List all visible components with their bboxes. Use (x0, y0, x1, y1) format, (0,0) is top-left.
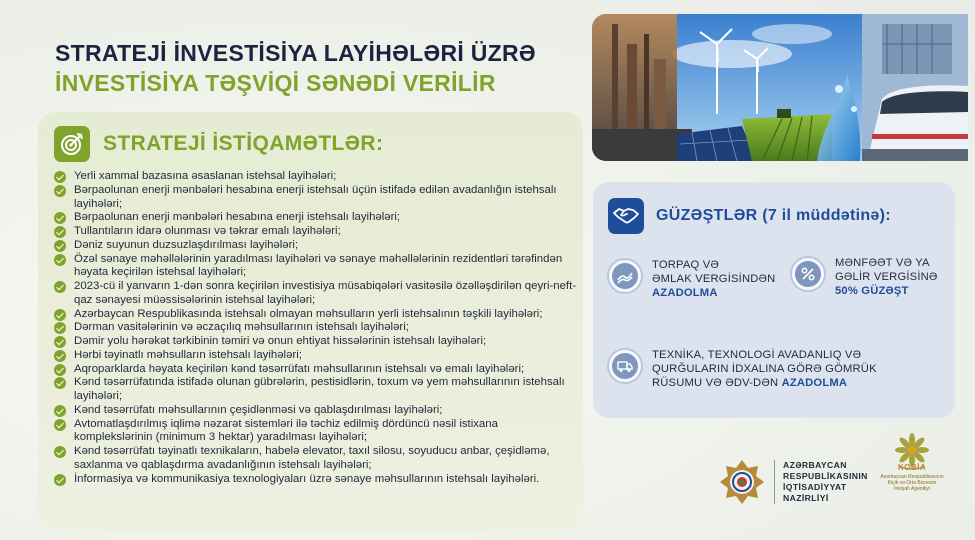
list-item (54, 445, 579, 473)
ministry-line-3: İQTİSADİYYAT (783, 482, 847, 492)
list-item-text: Yerli xammal bazasına əsaslanan istehsal layihələri; (74, 170, 337, 182)
check-icon (54, 350, 66, 362)
kobia-desc-1: Azərbaycan Respublikasının (880, 474, 944, 480)
target-icon (54, 126, 90, 162)
list-item-text: Aqroparklarda həyata keçirilən kənd təsərrüfatı məhsullarının istehsalı və emalı layihələri; (74, 362, 525, 375)
list-item (54, 335, 579, 349)
list-item-text: Özəl sənaye məhəllələrinin yaradılması layihələri və sənaye məhəllələrinin rezidentləri tərəfindən həyata keçirilən istehsal layihələri; (74, 252, 563, 279)
list-item (54, 170, 579, 184)
list-item (54, 349, 579, 363)
list-item-text: İnformasiya və kommunikasiya texnologiyaları üzrə sənaye məhsullarının istehsalı layihələri. (74, 472, 540, 485)
list-item (54, 225, 579, 239)
list-item-text: Kənd təsərrüfatı təyinatlı texnikaların, habelə elevator, taxıl silosu, soyuducu anbar, çeşidləmə, saxlanma və qablaşdırma avadanlığının istehsalı layihələri; (74, 445, 550, 471)
list-item (54, 321, 579, 335)
title-line-2: İNVESTİSİYA TƏŞVİQİ SƏNƏDİ VERİLİR (55, 70, 496, 96)
truck-icon (607, 348, 643, 384)
check-icon (54, 419, 66, 431)
benefit-1-line-2: ƏMLAK VERGİSİNDƏN (652, 273, 776, 285)
list-item (54, 473, 579, 487)
list-item-text: Azərbaycan Respublikasında istehsalı olmayan məhsulların yerli istehsalının təşkili layihələri; (74, 307, 543, 320)
benefit-1-line-1: TORPAQ VƏ (652, 259, 719, 271)
benefit-3-line-3: RÜSUMU VƏ ƏDV-DƏN (652, 377, 779, 389)
check-icon (54, 240, 66, 252)
list-item (54, 184, 579, 212)
list-item (54, 376, 579, 404)
list-item-text: 2023-cü il yanvarın 1-dən sonra keçirilən investisiya müsabiqələri vasitəsilə özəlləşdirilən qeyri-neft-qaz sənayesi müəssisələrinin istehsal layihələri; (74, 280, 577, 306)
benefit-2-highlight: 50% GÜZƏŞT (835, 285, 909, 297)
page-title (55, 38, 595, 98)
benefit-2-line-1: MƏNFƏƏT VƏ YA (835, 257, 930, 269)
check-icon (54, 212, 66, 224)
ministry-divider (774, 460, 775, 504)
land-icon (607, 258, 643, 294)
check-icon (54, 364, 66, 376)
ministry-name (783, 460, 868, 504)
list-item (54, 418, 579, 446)
strategic-directions-header (54, 126, 383, 162)
check-icon (54, 309, 66, 321)
check-icon (54, 336, 66, 348)
list-item (54, 404, 579, 418)
list-item (54, 239, 579, 253)
benefits-heading: GÜZƏŞTLƏR (7 il müddətinə): (656, 207, 891, 224)
benefit-2-line-2: GƏLİR VERGİSİNƏ (835, 271, 938, 283)
benefit-1-text (652, 258, 775, 300)
ministry-logo (718, 458, 868, 506)
list-item-text: Dəniz suyunun duzsuzlaşdırılması layihələri; (74, 238, 299, 251)
check-icon (54, 226, 66, 238)
benefit-customs-vat (607, 348, 877, 390)
list-item-text: Avtomatlaşdırılmış iqlimə nəzarət sistemləri ilə təchiz edilmiş dördüncü nəsil istixana komplekslərinin (minimum 3 hektar) yaradılması layihələri; (74, 417, 498, 444)
list-item-text: Dəmir yolu hərəkət tərkibinin təmiri və onun ehtiyat hissələrinin istehsalı layihələri; (74, 335, 487, 347)
list-item-text: Bərpaolunan enerji mənbələri hesabına enerji istehsalı layihələri; (74, 211, 401, 224)
benefit-2-text (835, 256, 938, 298)
benefit-3-line-2: QURĞULARIN İDXALINA GÖRƏ GÖMRÜK (652, 363, 877, 375)
kobia-logo (872, 432, 952, 492)
benefits-header (608, 198, 891, 234)
list-item-text: Kənd təsərrüfatında istifadə olunan gübrələrin, pestisidlərin, toxum və yem məhsullarının istehsalı layihələri; (74, 376, 565, 402)
hero-illustration (592, 14, 968, 161)
ministry-line-1: AZƏRBAYCAN (783, 460, 847, 470)
list-item-text: Dərman vasitələrinin və əczaçılıq məhsullarının istehsalı layihələri; (74, 321, 409, 334)
benefit-3-line-3-wrap (652, 376, 877, 390)
list-item (54, 253, 579, 281)
check-icon (54, 281, 66, 293)
benefit-3-text (652, 348, 877, 390)
kobia-desc-2: Kiçik və Orta Biznesin (887, 480, 937, 486)
check-icon (54, 322, 66, 334)
ministry-line-4: NAZİRLİYİ (783, 493, 829, 503)
check-icon (54, 446, 66, 458)
check-icon (54, 377, 66, 389)
list-item-text: Tullantıların idarə olunması və təkrar emalı layihələri; (74, 225, 341, 237)
list-item (54, 308, 579, 322)
list-item (54, 211, 579, 225)
benefit-3-line-1: TEXNİKA, TEXNOLOGİ AVADANLIQ VƏ (652, 349, 862, 361)
benefit-land-property-tax (607, 258, 775, 300)
check-icon (54, 185, 66, 197)
benefit-1-highlight: AZADOLMA (652, 287, 718, 299)
hero-image (592, 14, 968, 161)
benefit-3-highlight: AZADOLMA (781, 377, 848, 389)
list-item-text: Hərbi təyinatlı məhsulların istehsalı layihələri; (74, 348, 302, 361)
ministry-emblem-icon (718, 458, 766, 506)
ministry-line-2: RESPUBLİKASININ (783, 471, 868, 481)
title-line-1: STRATEJİ İNVESTİSİYA LAYİHƏLƏRİ ÜZRƏ (55, 40, 536, 66)
check-icon (54, 171, 66, 183)
handshake-icon (608, 198, 644, 234)
list-item (54, 280, 579, 308)
benefit-profit-tax (790, 256, 938, 298)
kobia-description (872, 474, 952, 492)
kobia-name: KOBİA (897, 463, 927, 472)
check-icon (54, 405, 66, 417)
percent-icon (790, 256, 826, 292)
list-item-text: Bərpaolunan enerji mənbələri hesabına enerji istehsalı üçün istifadə edilən avadanlığın istehsalı layihələri; (74, 183, 557, 210)
strategic-directions-heading: STRATEJİ İSTİQAMƏTLƏR: (103, 132, 384, 155)
strategic-directions-list (54, 170, 579, 486)
kobia-desc-3: İnkişafı Agentliyi (894, 486, 930, 492)
list-item (54, 363, 579, 377)
list-item-text: Kənd təsərrüfatı məhsullarının çeşidlənməsi və qablaşdırılması layihələri; (74, 403, 443, 416)
check-icon (54, 474, 66, 486)
check-icon (54, 254, 66, 266)
